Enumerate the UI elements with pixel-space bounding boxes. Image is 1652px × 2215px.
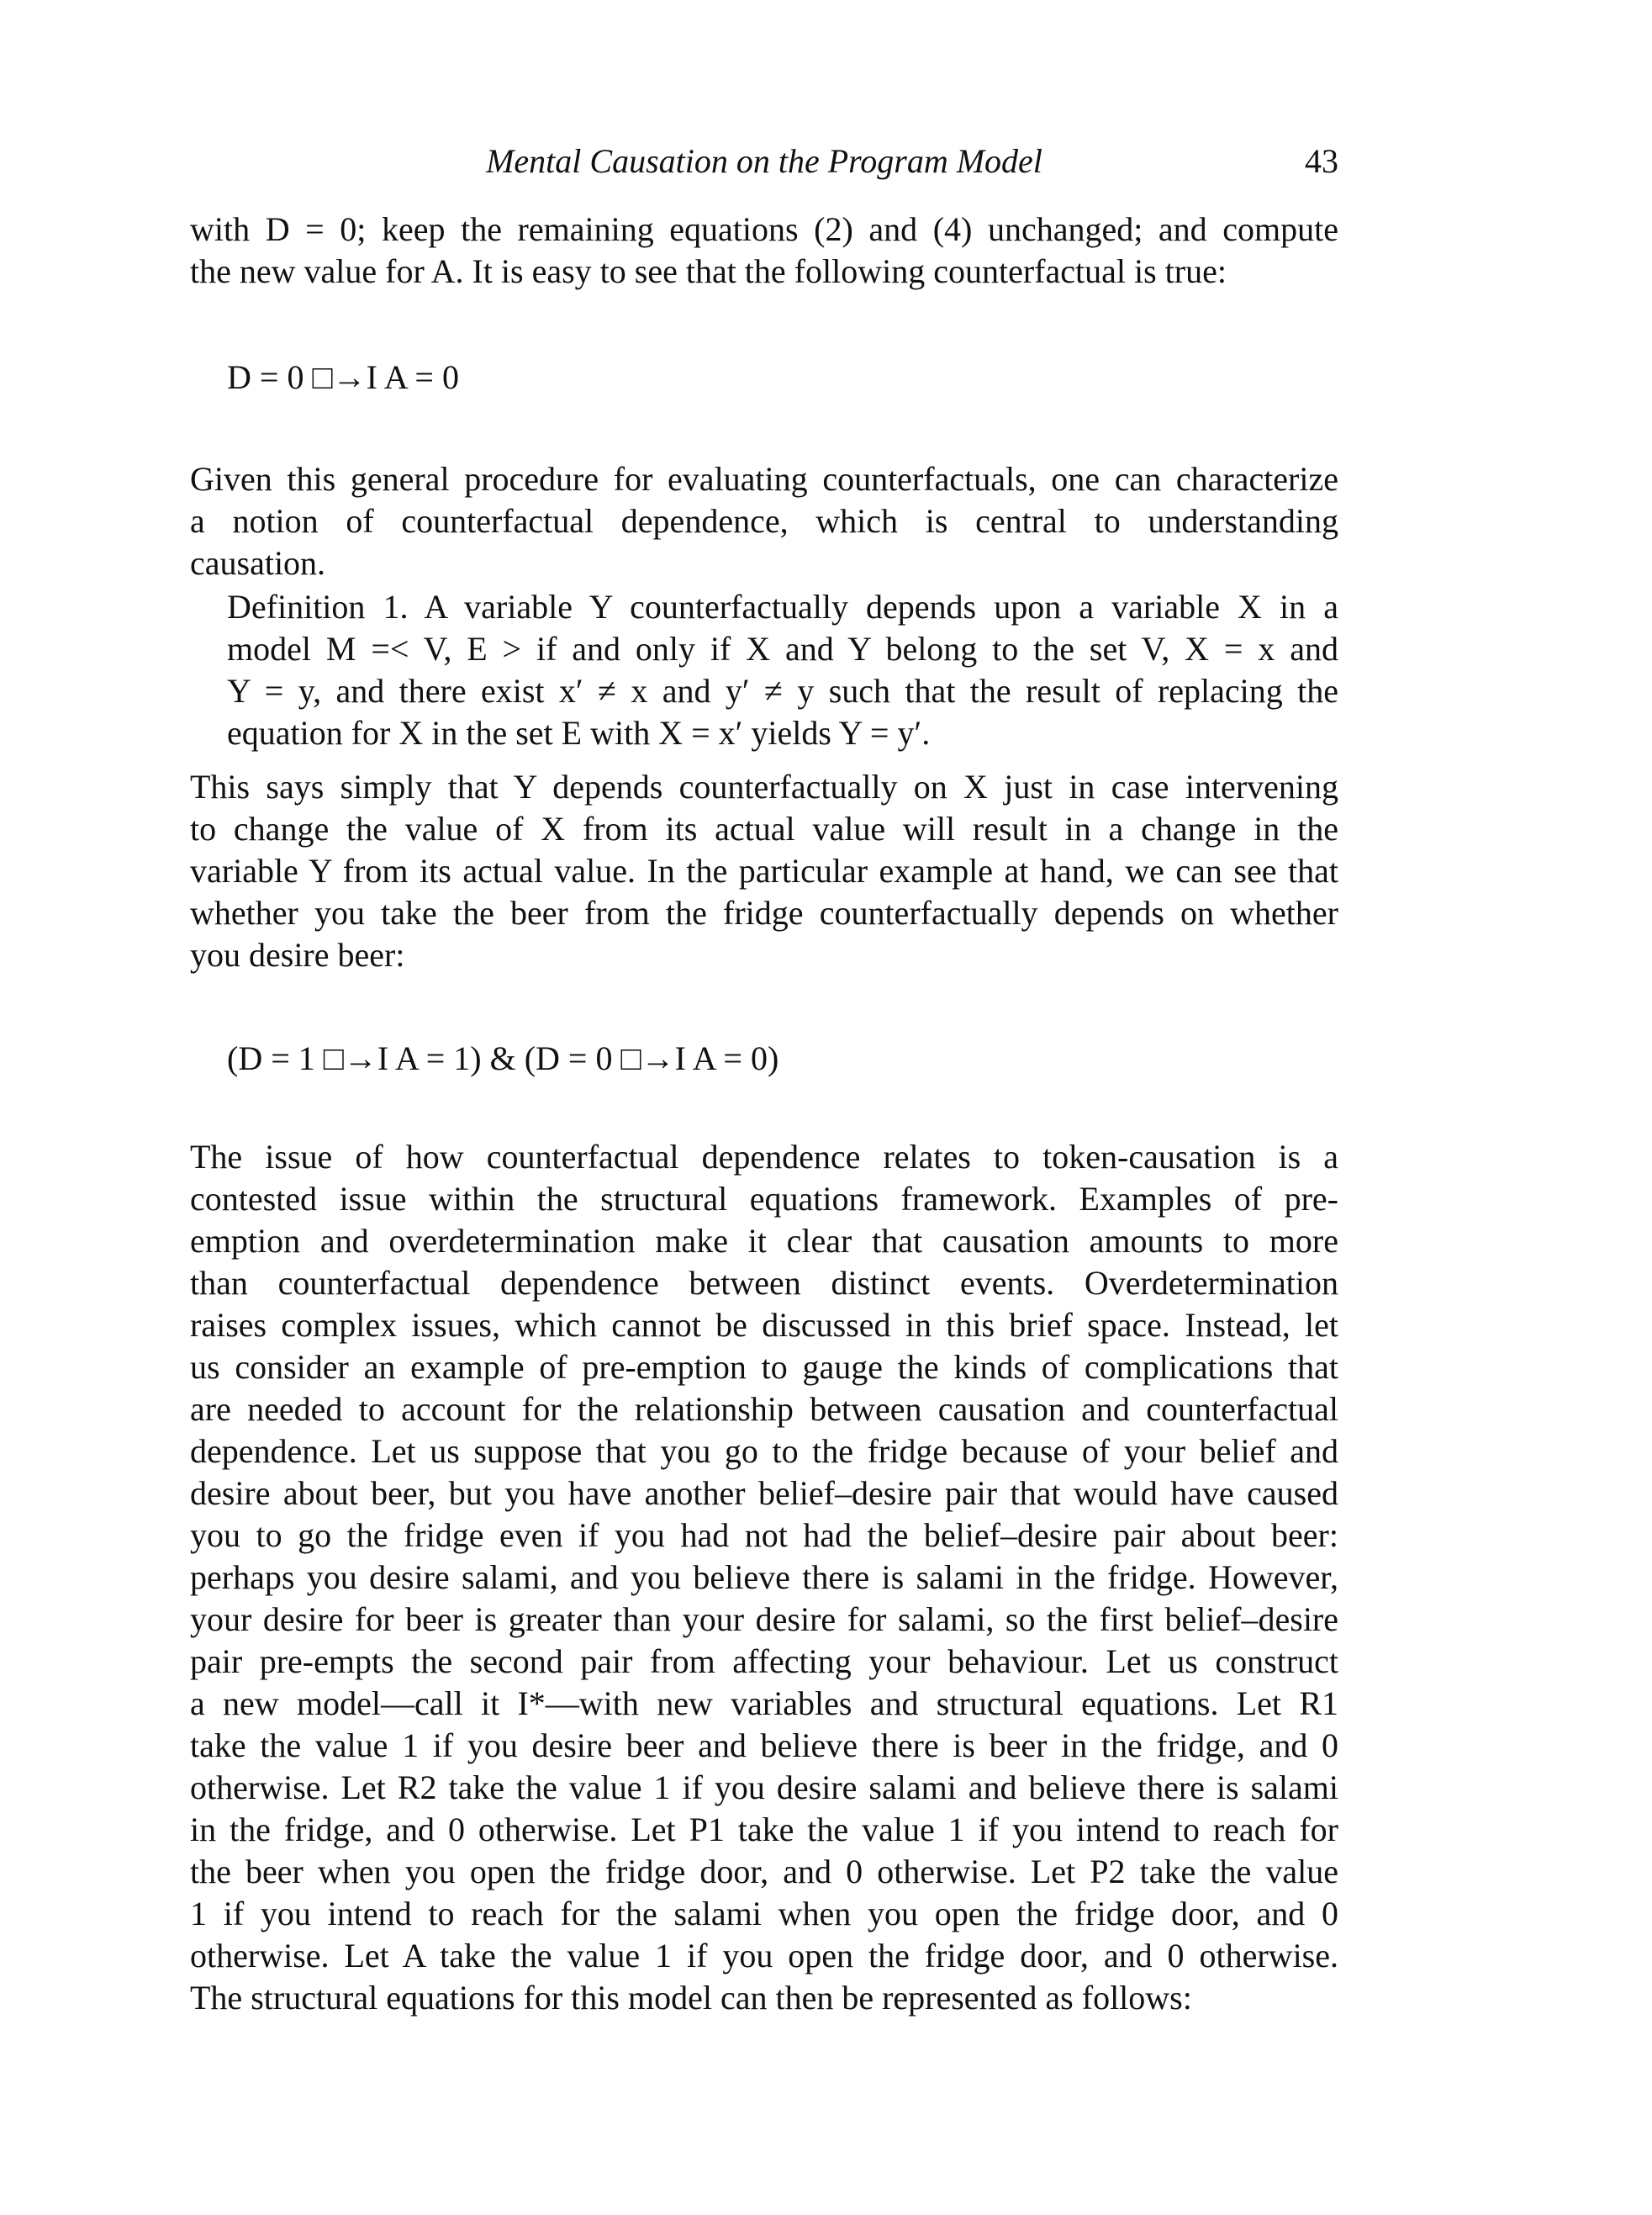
text-line: the beer when you open the fridge door, and 0 otherwise. Let P2 take the value: [190, 1853, 1338, 1890]
text-line: This says simply that Y depends counterfactually on X just in case intervening: [190, 768, 1338, 806]
text-line: than counterfactual dependence between distinct events. Overdetermination: [190, 1264, 1338, 1302]
text-line: are needed to account for the relationship between causation and counterfactual: [190, 1390, 1338, 1428]
text-line: equation for X in the set E with X = x′ yields Y = y′.: [227, 714, 931, 752]
page-number: 43: [1305, 142, 1338, 180]
text-line: Given this general procedure for evaluating counterfactuals, one can characterize: [190, 460, 1338, 498]
text-line: take the value 1 if you desire beer and believe there is beer in the fridge, and 0: [190, 1726, 1338, 1764]
paragraph-explanation: [190, 766, 1338, 976]
text-line: Definition 1. A variable Y counterfactually depends upon a variable X in a: [227, 588, 1338, 626]
text-line: The issue of how counterfactual dependence relates to token-causation is a: [190, 1138, 1338, 1176]
text-line: desire about beer, but you have another belief–desire pair that would have caused: [190, 1474, 1338, 1512]
text-line: contested issue within the structural equations framework. Examples of pre-: [190, 1180, 1338, 1218]
running-title: Mental Causation on the Program Model: [486, 142, 1042, 180]
text-line: the new value for A. It is easy to see that the following counterfactual is true:: [190, 252, 1227, 290]
text-line: whether you take the beer from the fridge counterfactually depends on whether: [190, 894, 1338, 932]
paragraph-preemption: [190, 1136, 1338, 2019]
text-line: in the fridge, and 0 otherwise. Let P1 take the value 1 if you intend to reach for: [190, 1811, 1338, 1848]
text-line: otherwise. Let R2 take the value 1 if you desire salami and believe there is salami: [190, 1768, 1338, 1806]
text-line: otherwise. Let A take the value 1 if you open the fridge door, and 0 otherwise.: [190, 1937, 1338, 1974]
text-line: to change the value of X from its actual value will result in a change in the: [190, 810, 1338, 848]
text-line: 1 if you intend to reach for the salami when you open the fridge door, and 0: [190, 1895, 1338, 1932]
text-line: raises complex issues, which cannot be discussed in this brief space. Instead, let: [190, 1306, 1338, 1344]
text-line: Y = y, and there exist x′ ≠ x and y′ ≠ y such that the result of replacing the: [227, 672, 1338, 710]
text-line: with D = 0; keep the remaining equations (2) and (4) unchanged; and compute: [190, 210, 1338, 248]
text-line: model M =< V, E > if and only if X and Y belong to the set V, X = x and: [227, 630, 1338, 668]
text-line: emption and overdetermination make it clear that causation amounts to more: [190, 1222, 1338, 1260]
paragraph-procedure: [190, 458, 1338, 584]
text-line: a new model—call it I*—with new variables and structural equations. Let R1: [190, 1684, 1338, 1722]
text-line: The structural equations for this model can then be represented as follows:: [190, 1979, 1192, 2017]
text-line: a notion of counterfactual dependence, which is central to understanding: [190, 502, 1338, 540]
formula-dependence: (D = 1 □→I A = 1) & (D = 0 □→I A = 0): [227, 1039, 779, 1077]
text-line: you to go the fridge even if you had not had the belief–desire pair about beer:: [190, 1516, 1338, 1554]
definition-block: [227, 586, 1338, 754]
text-line: us consider an example of pre-emption to gauge the kinds of complications that: [190, 1348, 1338, 1386]
text-line: your desire for beer is greater than your desire for salami, so the first belief–desire: [190, 1600, 1338, 1638]
text-line: causation.: [190, 544, 326, 582]
paragraph-intro: [190, 209, 1338, 293]
formula-counterfactual: D = 0 □→I A = 0: [227, 358, 459, 396]
text-line: you desire beer:: [190, 936, 405, 974]
text-line: variable Y from its actual value. In the particular example at hand, we can see that: [190, 852, 1338, 890]
running-head: [190, 136, 1338, 187]
text-line: dependence. Let us suppose that you go to the fridge because of your belief and: [190, 1432, 1338, 1470]
text-line: pair pre-empts the second pair from affecting your behaviour. Let us construct: [190, 1642, 1338, 1680]
text-line: perhaps you desire salami, and you believe there is salami in the fridge. However,: [190, 1558, 1338, 1596]
